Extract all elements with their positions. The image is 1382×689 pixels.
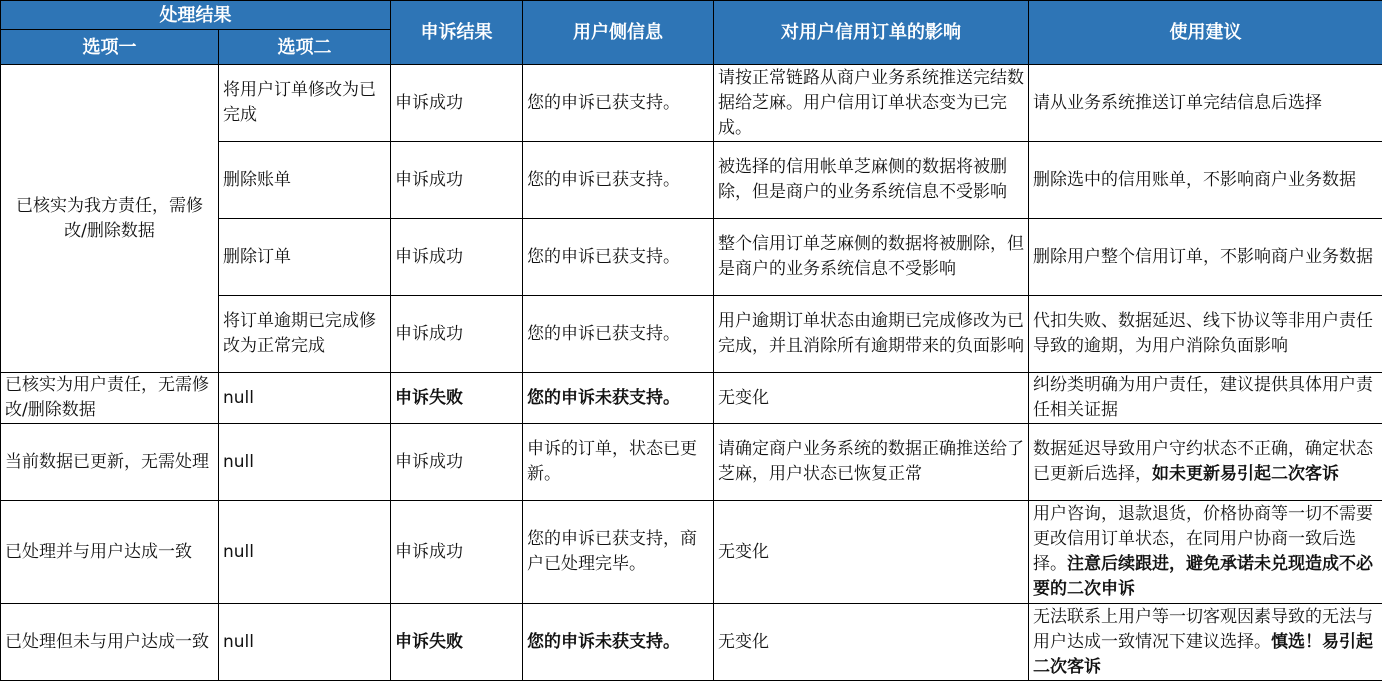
appeal-result-cell: 申诉成功 — [391, 501, 523, 604]
advice-warning: 如未更新易引起二次客诉 — [1152, 464, 1339, 484]
option-one-cell: 已处理但未与用户达成一致 — [1, 604, 219, 681]
option-two-cell: 删除订单 — [219, 219, 391, 296]
appeal-result-cell: 申诉成功 — [391, 424, 523, 501]
option-two-cell: null — [219, 501, 391, 604]
header-appeal-result: 申诉结果 — [391, 1, 523, 65]
usage-advice-cell: 请从业务系统推送订单完结信息后选择 — [1029, 65, 1382, 142]
table-row — [1, 501, 1382, 604]
appeal-result-cell: 申诉成功 — [391, 219, 523, 296]
credit-impact-cell: 请确定商户业务系统的数据正确推送给了芝麻，用户状态已恢复正常 — [714, 424, 1029, 501]
credit-impact-cell: 无变化 — [714, 604, 1029, 681]
user-info-cell: 您的申诉未获支持。 — [523, 604, 714, 681]
user-info-cell: 您的申诉已获支持。 — [523, 142, 714, 219]
option-two-cell: null — [219, 424, 391, 501]
header-option-one: 选项一 — [1, 30, 219, 65]
option-one-cell: 已处理并与用户达成一致 — [1, 501, 219, 604]
user-info-cell: 您的申诉已获支持。 — [523, 65, 714, 142]
table-row — [1, 424, 1382, 501]
option-two-cell: null — [219, 373, 391, 424]
user-info-cell: 您的申诉已获支持。 — [523, 296, 714, 373]
header-option-two: 选项二 — [219, 30, 391, 65]
advice-warning: 注意后续跟进，避免承诺未兑现造成不必要的二次申诉 — [1033, 554, 1373, 599]
usage-advice-cell: 删除用户整个信用订单，不影响商户业务数据 — [1029, 219, 1382, 296]
appeal-result-cell: 申诉失败 — [391, 604, 523, 681]
appeal-result-cell: 申诉失败 — [391, 373, 523, 424]
user-info-cell: 您的申诉已获支持，商户已处理完毕。 — [523, 501, 714, 604]
header-user-info: 用户侧信息 — [523, 1, 714, 65]
appeal-result-cell: 申诉成功 — [391, 65, 523, 142]
option-one-cell: 已核实为我方责任，需修改/删除数据 — [1, 65, 219, 373]
user-info-cell: 您的申诉未获支持。 — [523, 373, 714, 424]
advice-text: 数据延迟导致用户守约状态不正确，确定状态已更新后选择， — [1033, 439, 1373, 484]
credit-impact-cell: 被选择的信用帐单芝麻侧的数据将被删除，但是商户的业务系统信息不受影响 — [714, 142, 1029, 219]
header-usage-advice: 使用建议 — [1029, 1, 1382, 65]
credit-impact-cell: 无变化 — [714, 501, 1029, 604]
appeal-result-cell: 申诉成功 — [391, 142, 523, 219]
usage-advice-cell — [1029, 424, 1382, 501]
table-row — [1, 65, 1382, 142]
header-credit-impact: 对用户信用订单的影响 — [714, 1, 1029, 65]
credit-impact-cell: 请按正常链路从商户业务系统推送完结数据给芝麻。用户信用订单状态变为已完成。 — [714, 65, 1029, 142]
usage-advice-cell: 代扣失败、数据延迟、线下协议等非用户责任导致的逾期，为用户消除负面影响 — [1029, 296, 1382, 373]
option-two-cell: 将用户订单修改为已完成 — [219, 65, 391, 142]
advice-warning: 慎选！易引起二次客诉 — [1033, 631, 1373, 677]
option-two-cell: 将订单逾期已完成修改为正常完成 — [219, 296, 391, 373]
credit-impact-cell: 用户逾期订单状态由逾期已完成修改为已完成，并且消除所有逾期带来的负面影响 — [714, 296, 1029, 373]
advice-text: 无法联系上用户等一切客观因素导致的无法与用户达成一致情况下建议选择。 — [1033, 606, 1373, 652]
advice-text: 用户咨询，退款退货，价格协商等一切不需要更改信用订单状态，在同用户协商一致后选择。 — [1033, 504, 1373, 574]
appeal-result-cell: 申诉成功 — [391, 296, 523, 373]
usage-advice-cell — [1029, 604, 1382, 681]
header-processing-result: 处理结果 — [1, 1, 391, 30]
option-one-cell: 已核实为用户责任，无需修改/删除数据 — [1, 373, 219, 424]
option-two-cell: null — [219, 604, 391, 681]
credit-impact-cell: 整个信用订单芝麻侧的数据将被删除，但是商户的业务系统信息不受影响 — [714, 219, 1029, 296]
table-row — [1, 373, 1382, 424]
user-info-cell: 您的申诉已获支持。 — [523, 219, 714, 296]
user-info-cell: 申诉的订单，状态已更新。 — [523, 424, 714, 501]
usage-advice-cell — [1029, 501, 1382, 604]
credit-impact-cell: 无变化 — [714, 373, 1029, 424]
usage-advice-cell: 删除选中的信用账单，不影响商户业务数据 — [1029, 142, 1382, 219]
table-row — [1, 604, 1382, 681]
usage-advice-cell: 纠纷类明确为用户责任，建议提供具体用户责任相关证据 — [1029, 373, 1382, 424]
option-one-cell: 当前数据已更新，无需处理 — [1, 424, 219, 501]
option-two-cell: 删除账单 — [219, 142, 391, 219]
